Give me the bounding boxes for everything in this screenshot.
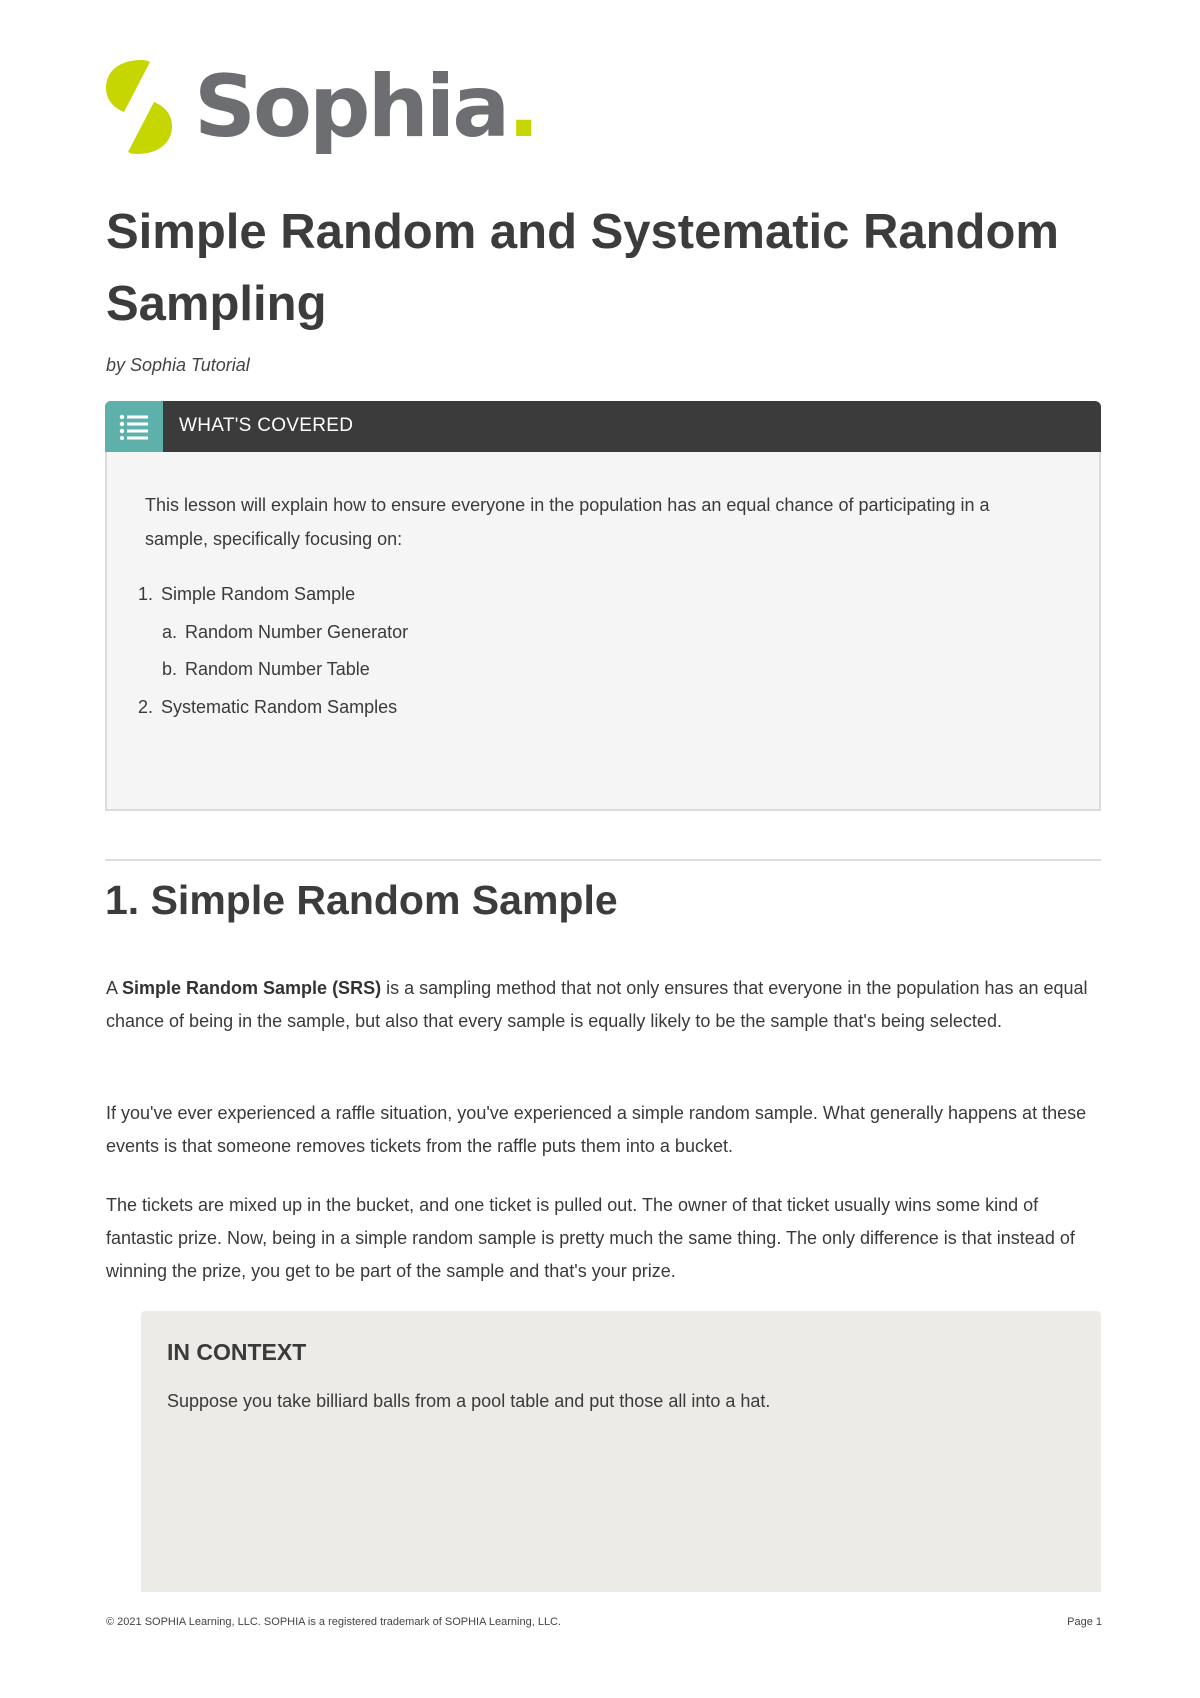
page-title: Simple Random and Systematic Random Sampling <box>106 205 1059 331</box>
outline-item: 1. Simple Random Sample <box>137 584 356 604</box>
section-heading: 1. Simple Random Sample <box>105 877 618 923</box>
in-context-heading: IN CONTEXT <box>167 1339 307 1365</box>
body-paragraph: If you've ever experienced a raffle situation, you've experienced a simple random sample. What generally happens at these events is that someone removes tickets from the raffle puts them into a bucket. <box>106 1103 1087 1156</box>
list-icon <box>105 401 163 452</box>
key-term: Simple Random Sample (SRS) <box>122 978 382 998</box>
sophia-logo-mark-icon <box>104 58 174 156</box>
outline-subitem: a. Random Number Generator <box>161 622 409 642</box>
section-divider <box>105 859 1101 861</box>
whats-covered-heading: WHAT'S COVERED <box>179 415 354 436</box>
whats-covered-body <box>105 452 1101 811</box>
byline: by Sophia Tutorial <box>106 355 250 375</box>
whats-covered-box <box>105 401 1101 811</box>
in-context-box <box>141 1311 1101 1592</box>
whats-covered-intro: This lesson will explain how to ensure everyone in the population has an equal chance of participating in a sample, specifically focusing on: <box>145 495 990 549</box>
whats-covered-header <box>105 401 1101 452</box>
body-paragraph: A Simple Random Sample (SRS) is a sampling method that not only ensures that everyone in the population has an equal chance of being in the sample, but also that every sample is equally likely to be the sample that's being selected. <box>106 978 1088 1031</box>
outline-item: 2. Systematic Random Samples <box>137 697 398 717</box>
sophia-logo <box>104 52 537 162</box>
sophia-wordmark: Sophia. <box>194 57 537 157</box>
in-context-text: Suppose you take billiard balls from a pool table and put those all into a hat. <box>167 1391 771 1411</box>
footer-copyright: © 2021 SOPHIA Learning, LLC. SOPHIA is a registered trademark of SOPHIA Learning, LLC. <box>106 1616 562 1628</box>
page-number: Page 1 <box>1067 1616 1102 1628</box>
body-paragraph: The tickets are mixed up in the bucket, and one ticket is pulled out. The owner of that ticket usually wins some kind of fantastic prize. Now, being in a simple random sample is pretty much the same thing. The only difference is that instead of winning the prize, you get to be part of the sample and that's your prize. <box>106 1195 1075 1281</box>
outline-subitem: b. Random Number Table <box>161 659 370 679</box>
